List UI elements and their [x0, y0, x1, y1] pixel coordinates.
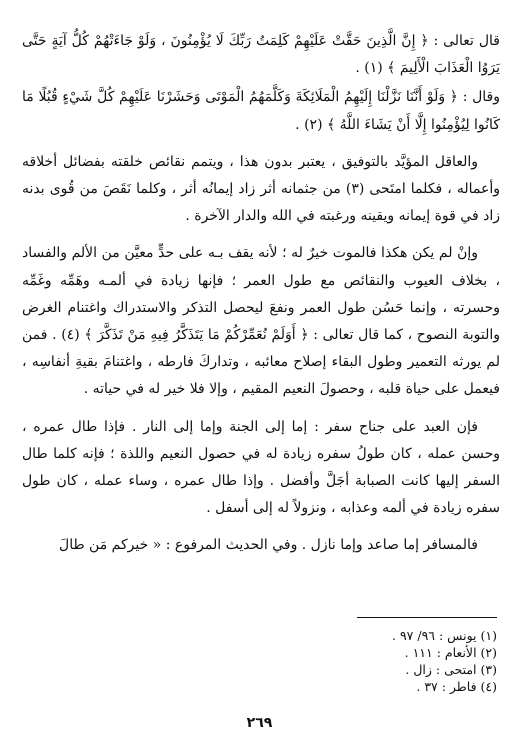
paragraph-verse-yunus: قال تعالى : ﴿ إِنَّ الَّذِينَ حَقَّتْ عَلَيْهِمْ كَلِمَتُ رَبِّكَ لَا يُؤْمِنُونَ ، وَلَوْ جَاءَتْهُمْ كُلُّ آيَةٍ حَتَّى يَرَوُا الْعَذَابَ الْأَلِيمَ ﴾ (١) .: [22, 33, 500, 77]
footnote-divider: [357, 617, 497, 618]
footnote-1: (١) يونس : ٩٦/ ٩٧ .: [392, 628, 497, 643]
paragraph-wise-person: والعاقل المؤيَّد بالتوفيق ، يعتبر بدون هذا ، ويتمم نقائص خلقته بفضائل أخلاقه وأعماله ، فكلما امتَحى (٣) من جثمانه أثر زاد إيمانُه أثر ، وكلما نَقَصَ من قُوى بدنه زاد في قوة إيمانه ويقينه ورغبته في الله والدار الآخرة .: [22, 153, 500, 225]
paragraph-long-life: وإنْ لم يكن هكذا فالموت خيرٌ له ؛ لأنه يقف بـه على حدٍّ معيَّن من الألم والفساد ، بخلاف العيوب والنقائص مع طول العمر ؛ فإنها زيادة في ألمـه وهَمِّه وغَمِّه وحسرته ، وإنما حَسُن طول العمر ونفعَ ليحصل التذكر والاستدراك واغتنام الغرض والتوبة النصوح ، كما قال تعالى : ﴿ أَوَلَمْ نُعَمِّرْكُمْ مَا يَتَذَكَّرُ فِيهِ مَنْ تَذَكَّرَ ﴾ (٤) . فمن لم يورثه التعمير وطول البقاء إصلاح معائبه ، وتداركَ فارطه ، واغتنامَ بقيةِ أنفاسِه ، فيعمل على حياة قلبه ، وحصولَ النعيم المقيم ، وإلا فلا خير له في حياته .: [22, 245, 500, 398]
page-number: ٢٦٩: [246, 715, 273, 731]
paragraph-verse-anam: وقال : ﴿ وَلَوْ أَنَّنَا نَزَّلْنَا إِلَيْهِمُ الْمَلَائِكَةَ وَكَلَّمَهُمُ الْمَوْتَى وَحَشَرْنَا عَلَيْهِمْ كُلَّ شَيْءٍ قُبُلًا مَا كَانُوا لِيُؤْمِنُوا إِلَّا أَنْ يَشَاءَ اللَّهُ ﴾ (٢) .: [22, 89, 500, 133]
paragraph-journey: فإن العبد على جناح سفر : إما إلى الجنة وإما إلى النار . فإذا طال عمره ، وحسن عمله ، كان طولُ سفره زيادة له في حصول النعيم واللذة ؛ فإنه كلما طال السفر إليها كانت الصبابة أجَلَّ وأفضل . وإذا طال عمره ، وساء عمله ، كان طول سفره زيادة في ألمه وعذابه ، ونزولاً له إلى أسفل .: [22, 418, 500, 517]
footnote-3: (٣) امتحى : زال .: [405, 662, 497, 677]
footnote-2: (٢) الأنعام : ١١١ .: [404, 645, 497, 660]
footnote-4: (٤) فاطر : ٣٧ .: [416, 679, 497, 694]
page-body: [22, 28, 500, 560]
footnotes-list: [197, 627, 497, 695]
paragraph-traveler: فالمسافر إما صاعد وإما نازل . وفي الحديث المرفوع : « خيركم مَن طالَ: [59, 537, 478, 554]
